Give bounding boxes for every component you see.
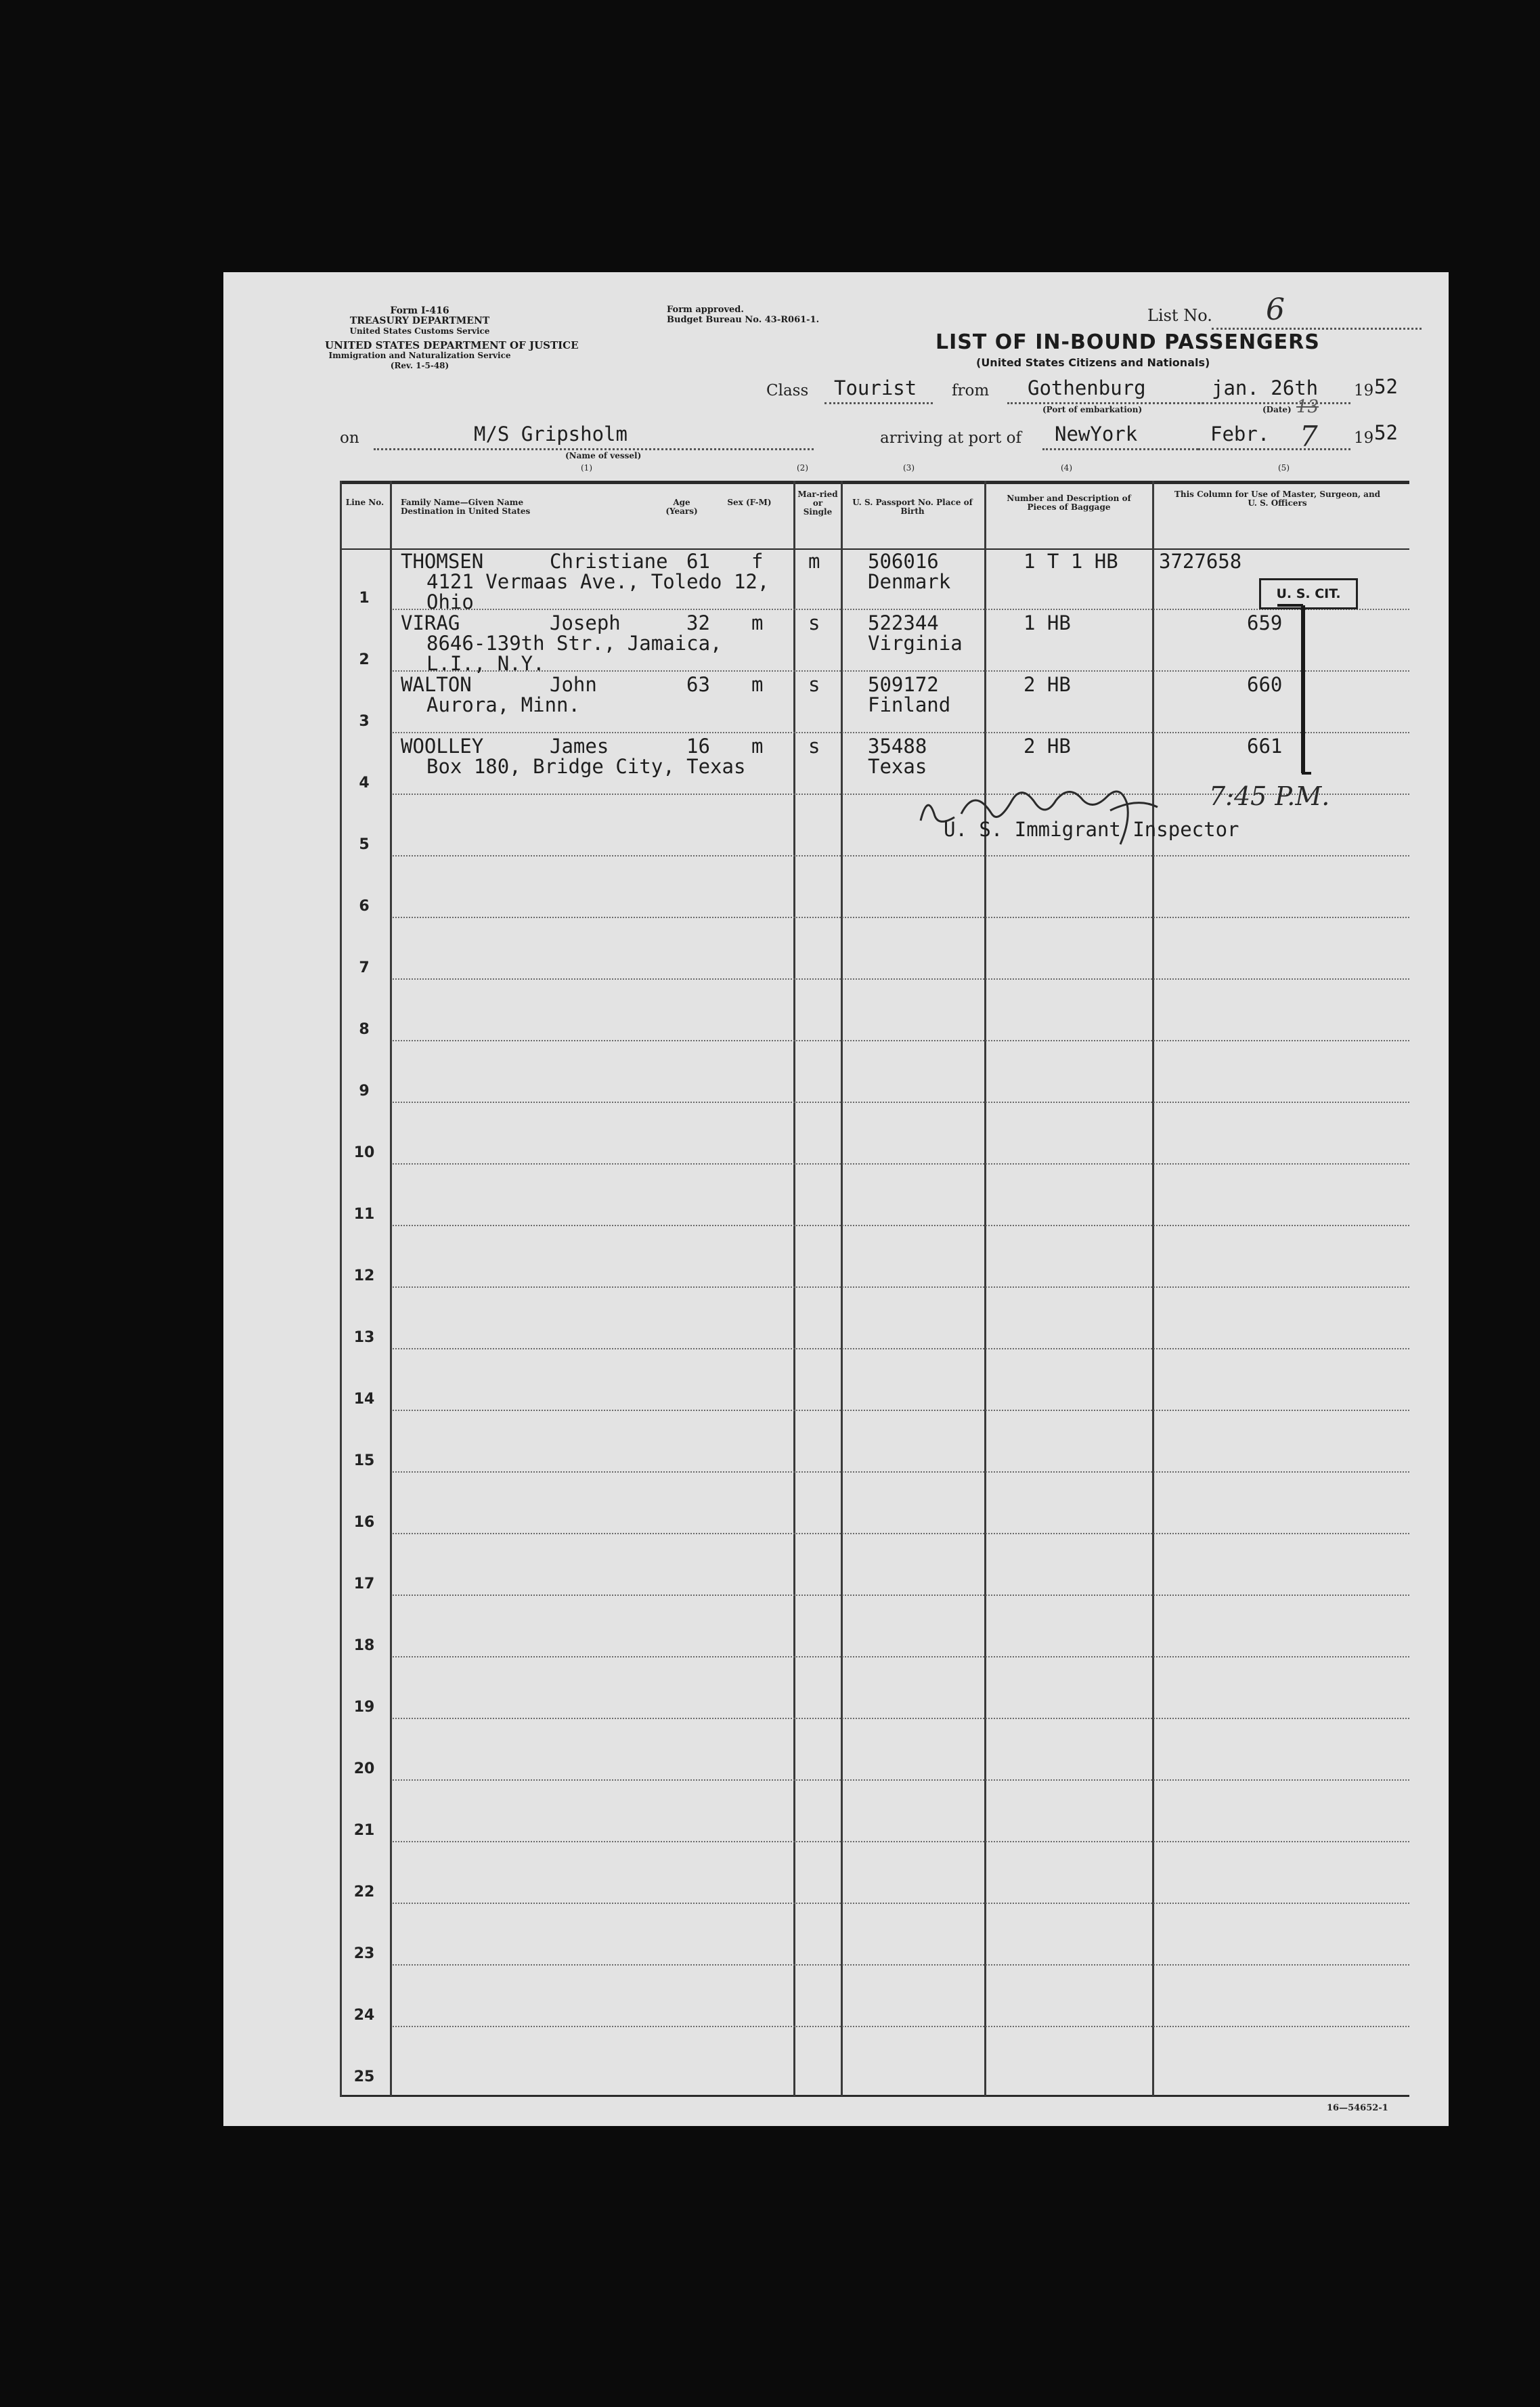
col-divider-marital bbox=[793, 481, 795, 2096]
line-number: 7 bbox=[359, 959, 370, 976]
passenger-given: Joseph bbox=[550, 611, 621, 634]
line-number: 13 bbox=[353, 1329, 375, 1346]
form-id: Form I-416 bbox=[390, 305, 449, 316]
colnum-4: (4) bbox=[1061, 463, 1072, 473]
passenger-marital: s bbox=[808, 611, 820, 634]
arrival-day-crossed: 13 bbox=[1296, 397, 1319, 417]
passenger-birthplace: Texas bbox=[868, 755, 927, 778]
row-rule bbox=[393, 1410, 1409, 1411]
colnum-2: (2) bbox=[797, 463, 808, 473]
col-divider-officers bbox=[1152, 481, 1154, 2096]
signature-text bbox=[921, 780, 1074, 810]
line-number: 20 bbox=[353, 1760, 375, 1777]
line-number: 2 bbox=[359, 651, 370, 668]
table-top-rule bbox=[340, 481, 1409, 484]
arrival-day: 7 bbox=[1300, 420, 1318, 453]
header-passport-birth: U. S. Passport No. Place of Birth bbox=[852, 498, 973, 516]
line-number: 8 bbox=[359, 1021, 370, 1038]
port-embark-line bbox=[1007, 402, 1204, 404]
passenger-passport: 509172 bbox=[868, 673, 939, 696]
passenger-table bbox=[340, 481, 1409, 2096]
row-rule bbox=[393, 1348, 1409, 1349]
line-number: 18 bbox=[353, 1637, 375, 1654]
inspector-title: U. S. Immigrant Inspector bbox=[944, 818, 1239, 841]
ins-service: Immigration and Naturalization Service bbox=[328, 351, 511, 360]
passenger-baggage: 1 T 1 HB bbox=[1024, 550, 1118, 573]
line-number: 17 bbox=[353, 1576, 375, 1592]
passenger-dest1: 4121 Vermaas Ave., Toledo 12, bbox=[426, 570, 770, 593]
row-rule bbox=[393, 1903, 1409, 1904]
line-number: 1 bbox=[359, 590, 370, 607]
footer-code: 16—54652-1 bbox=[1327, 2103, 1388, 2113]
passenger-given: James bbox=[550, 735, 609, 758]
embark-year: 52 bbox=[1374, 375, 1398, 398]
row-rule bbox=[393, 609, 1409, 610]
passenger-marital: s bbox=[808, 673, 820, 696]
col-divider-passport bbox=[841, 481, 843, 2096]
row-rule bbox=[393, 1102, 1409, 1103]
list-no-value: 6 bbox=[1266, 292, 1285, 327]
class-value: Tourist bbox=[834, 376, 917, 399]
colnum-3: (3) bbox=[903, 463, 915, 473]
line-number: 6 bbox=[359, 898, 370, 915]
passenger-birthplace: Finland bbox=[868, 693, 951, 716]
signature-time: 7:45 P.M. bbox=[1209, 781, 1330, 811]
line-number: 10 bbox=[353, 1144, 375, 1161]
line-number: 9 bbox=[359, 1083, 370, 1100]
list-no-line bbox=[1212, 328, 1422, 330]
passenger-dest1: Box 180, Bridge City, Texas bbox=[426, 755, 746, 778]
row-rule bbox=[393, 1656, 1409, 1657]
line-number: 11 bbox=[353, 1206, 375, 1223]
vessel-name: M/S Gripsholm bbox=[474, 422, 628, 446]
arrival-port: NewYork bbox=[1055, 422, 1138, 446]
passenger-given: Christiane bbox=[550, 550, 668, 573]
port-embark-caption: (Port of embarkation) bbox=[1042, 405, 1143, 414]
row-rule bbox=[393, 1964, 1409, 1966]
passenger-family: VIRAG bbox=[401, 611, 460, 634]
passenger-dest1: Aurora, Minn. bbox=[426, 693, 580, 716]
line-number: 21 bbox=[353, 1822, 375, 1839]
passenger-passport: 506016 bbox=[868, 550, 939, 573]
port-of-embarkation: Gothenburg bbox=[1028, 376, 1146, 399]
row-rule bbox=[393, 1779, 1409, 1781]
approval-block bbox=[667, 305, 819, 325]
from-label: from bbox=[952, 382, 990, 399]
row-rule bbox=[393, 855, 1409, 856]
row-rule bbox=[393, 1286, 1409, 1288]
passenger-birthplace: Denmark bbox=[868, 570, 951, 593]
header-line-no: Line No. bbox=[345, 498, 384, 507]
row-rule bbox=[393, 2026, 1409, 2027]
row-rule bbox=[393, 1471, 1409, 1473]
passenger-birthplace: Virginia bbox=[868, 632, 963, 655]
line-number: 3 bbox=[359, 713, 370, 730]
header-baggage: Number and Description of Pieces of Baggage bbox=[1007, 494, 1131, 512]
row-rule bbox=[393, 1225, 1409, 1226]
agency-block bbox=[325, 305, 579, 371]
line-number: 19 bbox=[353, 1699, 375, 1716]
embark-year-prefix: 19 bbox=[1354, 382, 1374, 399]
line-number: 15 bbox=[353, 1452, 375, 1469]
row-rule bbox=[393, 917, 1409, 918]
row-rule bbox=[393, 1841, 1409, 1842]
form-subtitle: (United States Citizens and Nationals) bbox=[976, 356, 1210, 369]
header-age: Age (Years) bbox=[665, 498, 698, 516]
passenger-age: 32 bbox=[686, 611, 710, 634]
col-divider-baggage bbox=[984, 481, 986, 2096]
passenger-dest2: Ohio bbox=[426, 590, 474, 613]
row-rule bbox=[393, 1533, 1409, 1534]
passenger-family: THOMSEN bbox=[401, 550, 484, 573]
row-rule bbox=[393, 1163, 1409, 1165]
passenger-sex: m bbox=[751, 735, 764, 758]
row-rule bbox=[393, 1718, 1409, 1719]
line-number: 25 bbox=[353, 2068, 375, 2085]
passenger-passport: 522344 bbox=[868, 611, 939, 634]
passenger-dest2: L.I., N.Y. bbox=[426, 652, 545, 675]
table-bottom-rule bbox=[340, 2095, 1409, 2097]
passenger-baggage: 2 HB bbox=[1024, 735, 1071, 758]
arrival-date-line bbox=[1198, 448, 1350, 450]
passenger-sex: m bbox=[751, 673, 764, 696]
passenger-baggage: 1 HB bbox=[1024, 611, 1071, 634]
header-name-destination: Family Name—Given Name Destination in United States bbox=[401, 498, 531, 516]
date-caption: (Date) bbox=[1262, 405, 1292, 414]
list-no-label: List No. bbox=[1147, 306, 1212, 325]
line-number: 5 bbox=[359, 836, 370, 853]
class-label: Class bbox=[766, 382, 809, 399]
passenger-given: John bbox=[550, 673, 597, 696]
line-number: 14 bbox=[353, 1391, 375, 1408]
form-title: LIST OF IN-BOUND PASSENGERS bbox=[936, 330, 1320, 354]
vessel-line bbox=[374, 448, 814, 450]
passenger-age: 16 bbox=[686, 735, 710, 758]
form-page bbox=[223, 272, 1449, 2126]
col-divider-line bbox=[390, 481, 392, 2096]
arrival-year: 52 bbox=[1374, 421, 1398, 444]
passenger-officer: 660 bbox=[1247, 673, 1283, 696]
arriving-label: arriving at port of bbox=[880, 429, 1021, 447]
passenger-officer: 661 bbox=[1247, 735, 1283, 758]
line-number: 23 bbox=[353, 1945, 375, 1962]
passenger-dest1: 8646-139th Str., Jamaica, bbox=[426, 632, 722, 655]
line-number: 24 bbox=[353, 2007, 375, 2024]
header-married-single: Mar-ried or Single bbox=[797, 490, 838, 517]
passenger-officer: 3727658 bbox=[1159, 550, 1242, 573]
customs-service: United States Customs Service bbox=[349, 326, 490, 336]
budget-bureau: Budget Bureau No. 43-R061-1. bbox=[667, 315, 820, 325]
line-number: 22 bbox=[353, 1884, 375, 1901]
form-revision: (Rev. 1-5-48) bbox=[390, 361, 449, 370]
passenger-officer: 659 bbox=[1247, 611, 1283, 634]
class-line bbox=[824, 402, 933, 404]
header-officers-use: This Column for Use of Master, Surgeon, and U. S. Officers bbox=[1174, 490, 1381, 508]
passenger-family: WOOLLEY bbox=[401, 735, 484, 758]
passenger-marital: m bbox=[808, 550, 820, 573]
vessel-caption: (Name of vessel) bbox=[565, 451, 642, 460]
passenger-age: 61 bbox=[686, 550, 710, 573]
line-number: 12 bbox=[353, 1267, 375, 1284]
header-sex: Sex (F-M) bbox=[727, 498, 772, 507]
passenger-sex: m bbox=[751, 611, 764, 634]
arrival-year-prefix: 19 bbox=[1354, 429, 1374, 447]
passenger-marital: s bbox=[808, 735, 820, 758]
colnum-1: (1) bbox=[581, 463, 592, 473]
arrival-port-line bbox=[1042, 448, 1198, 450]
row-rule bbox=[393, 1595, 1409, 1596]
passenger-passport: 35488 bbox=[868, 735, 927, 758]
on-label: on bbox=[340, 429, 359, 447]
row-rule bbox=[393, 670, 1409, 672]
colnum-5: (5) bbox=[1278, 463, 1290, 473]
line-number: 4 bbox=[359, 775, 370, 792]
embark-date-line bbox=[1198, 402, 1350, 404]
passenger-sex: f bbox=[751, 550, 764, 573]
line-number: 16 bbox=[353, 1514, 375, 1531]
row-rule bbox=[393, 732, 1409, 733]
row-rule bbox=[393, 1040, 1409, 1041]
embark-date: jan. 26th bbox=[1212, 376, 1319, 399]
treasury-dept: TREASURY DEPARTMENT bbox=[349, 316, 490, 326]
form-approved: Form approved. bbox=[667, 305, 744, 315]
row-rule bbox=[393, 978, 1409, 980]
us-cit-stamp: U. S. CIT. bbox=[1259, 578, 1358, 609]
arrival-date: Febr. bbox=[1210, 422, 1270, 446]
passenger-age: 63 bbox=[686, 673, 710, 696]
justice-dept: UNITED STATES DEPARTMENT OF JUSTICE bbox=[325, 339, 579, 351]
passenger-family: WALTON bbox=[401, 673, 472, 696]
passenger-baggage: 2 HB bbox=[1024, 673, 1071, 696]
